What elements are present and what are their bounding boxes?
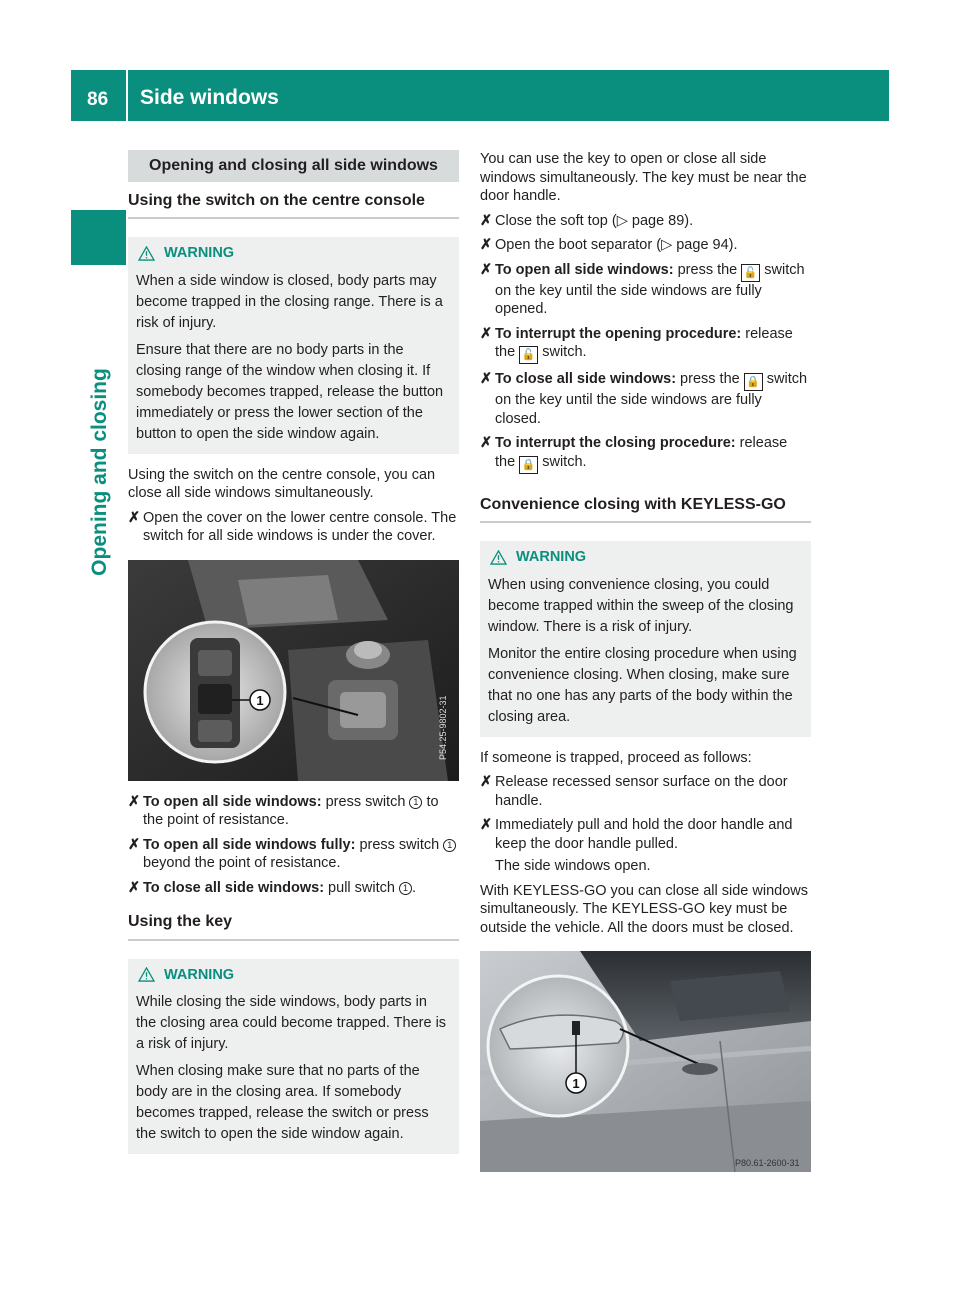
instruction-step: ✗ To interrupt the opening procedure: release the 🔓 switch. [480, 325, 811, 365]
subsection-heading: Using the key [128, 913, 459, 941]
instruction-step: ✗ Immediately pull and hold the door handle and keep the door handle pulled. [480, 817, 793, 852]
warning-triangle-icon [138, 246, 155, 261]
warning-title: WARNING [164, 245, 235, 261]
instruction-step: ✗ Release recessed sensor surface on the door handle. [480, 774, 788, 809]
arrow-bullet-icon: ✗ [128, 509, 141, 526]
paragraph: If someone is trapped, proceed as follows: [480, 749, 752, 766]
page-number: 86 [87, 89, 109, 110]
subsection-heading: Using the switch on the centre console [128, 192, 459, 220]
warning-triangle-icon [490, 550, 507, 565]
instruction-step: ✗ To interrupt the closing procedure: release the 🔒 switch. [480, 434, 811, 474]
right-column [480, 150, 811, 1172]
left-column [128, 150, 459, 1154]
centre-console-photo [128, 560, 459, 781]
callout-number: 1 [572, 1076, 580, 1091]
unlock-icon: 🔓 [519, 346, 538, 364]
unlock-icon: 🔓 [741, 264, 760, 282]
warning-text: When using convenience closing, you could become trapped within the sweep of the closing window. There is a risk of injury. [488, 576, 794, 635]
warning-title: WARNING [164, 966, 235, 983]
subsection-heading: Convenience closing with KEYLESS-GO [480, 496, 811, 524]
warning-text: While closing the side windows, body parts in the closing area could become trapped. There is a risk of injury. [136, 994, 447, 1052]
instruction-step: ✗ To open all side windows fully: press switch 1 beyond the point of resistance. [128, 836, 459, 873]
instruction-step: ✗ Open the cover on the lower centre console. The switch for all side windows is under the cover. [128, 509, 457, 544]
warning-text: Ensure that there are no body parts in the closing range of the window when closing it. If somebody becomes trapped, release the button immediately or press the lower section of the button to open the side window again. [136, 341, 444, 442]
paragraph: With KEYLESS-GO you can close all side windows simultaneously. The KEYLESS-GO key must be outside the vehicle. All the doors must be closed. [480, 882, 808, 936]
warning-box [128, 959, 459, 1155]
callout-number-icon: 1 [409, 796, 422, 809]
page-title: Side windows [140, 86, 279, 109]
instruction-step: ✗ Open the boot separator (▷ page 94). [480, 237, 738, 253]
arrow-bullet-icon: ✗ [480, 325, 493, 342]
arrow-bullet-icon: ✗ [480, 774, 493, 790]
chapter-tab-marker [71, 210, 126, 265]
callout-number-icon: 1 [443, 839, 456, 852]
arrow-bullet-icon: ✗ [480, 237, 493, 253]
arrow-bullet-icon: ✗ [480, 817, 493, 833]
image-code: P80.61-2600-31 [735, 1158, 800, 1168]
centre-console-switch-image [128, 560, 459, 781]
warning-box [480, 541, 811, 737]
arrow-bullet-icon: ✗ [480, 435, 493, 451]
image-code: P54.25-9802-31 [438, 694, 448, 760]
header-divider [126, 70, 128, 121]
callout-number: 1 [256, 692, 264, 708]
arrow-bullet-icon: ✗ [480, 261, 493, 278]
instruction-step: ✗ To open all side windows: press switch 1 to the point of resistance. [128, 793, 439, 828]
arrow-bullet-icon: ✗ [128, 879, 141, 896]
arrow-bullet-icon: ✗ [128, 793, 141, 810]
warning-box [128, 237, 459, 454]
arrow-bullet-icon: ✗ [480, 371, 493, 387]
callout-number-icon: 1 [399, 882, 412, 895]
arrow-bullet-icon: ✗ [128, 836, 141, 853]
chapter-label: Opening and closing [88, 368, 111, 576]
warning-text: When a side window is closed, body parts may become trapped in the closing range. There is a risk of injury. [136, 272, 443, 331]
page-ref-triangle-icon: ▷ [616, 212, 628, 229]
instruction-step: ✗ To close all side windows: pull switch 1 . [128, 879, 417, 896]
warning-text: When closing make sure that no parts of the body are in the closing area. If somebody becomes trapped, release the switch or press the switch to open the side window again. [136, 1063, 429, 1142]
paragraph: You can use the key to open or close all side windows simultaneously. The key must be near the door handle. [480, 151, 807, 204]
paragraph: Using the switch on the centre console, you can close all side windows simultaneously. [128, 466, 436, 501]
door-handle-photo [480, 951, 811, 1172]
instruction-step: ✗ Close the soft top (▷ page 89). [480, 212, 694, 229]
page-ref-triangle-icon: ▷ [661, 237, 673, 253]
warning-triangle-icon [138, 967, 155, 982]
section-title: Opening and closing all side windows [128, 150, 459, 182]
lock-icon: 🔒 [519, 456, 538, 474]
instruction-step: ✗ To close all side windows: press the 🔒 switch on the key until the side windows are fully closed. [480, 371, 808, 427]
step-result: The side windows open. [495, 858, 651, 874]
arrow-bullet-icon: ✗ [480, 212, 493, 229]
warning-title: WARNING [516, 549, 587, 565]
warning-text: Monitor the entire closing procedure when using convenience closing. When closing, make sure that no one has any parts of the body within the closing area. [488, 645, 797, 725]
door-handle-image [480, 951, 811, 1172]
instruction-step: ✗ To open all side windows: press the 🔓 switch on the key until the side windows are fully opened. [480, 261, 805, 317]
lock-icon: 🔒 [744, 373, 763, 391]
